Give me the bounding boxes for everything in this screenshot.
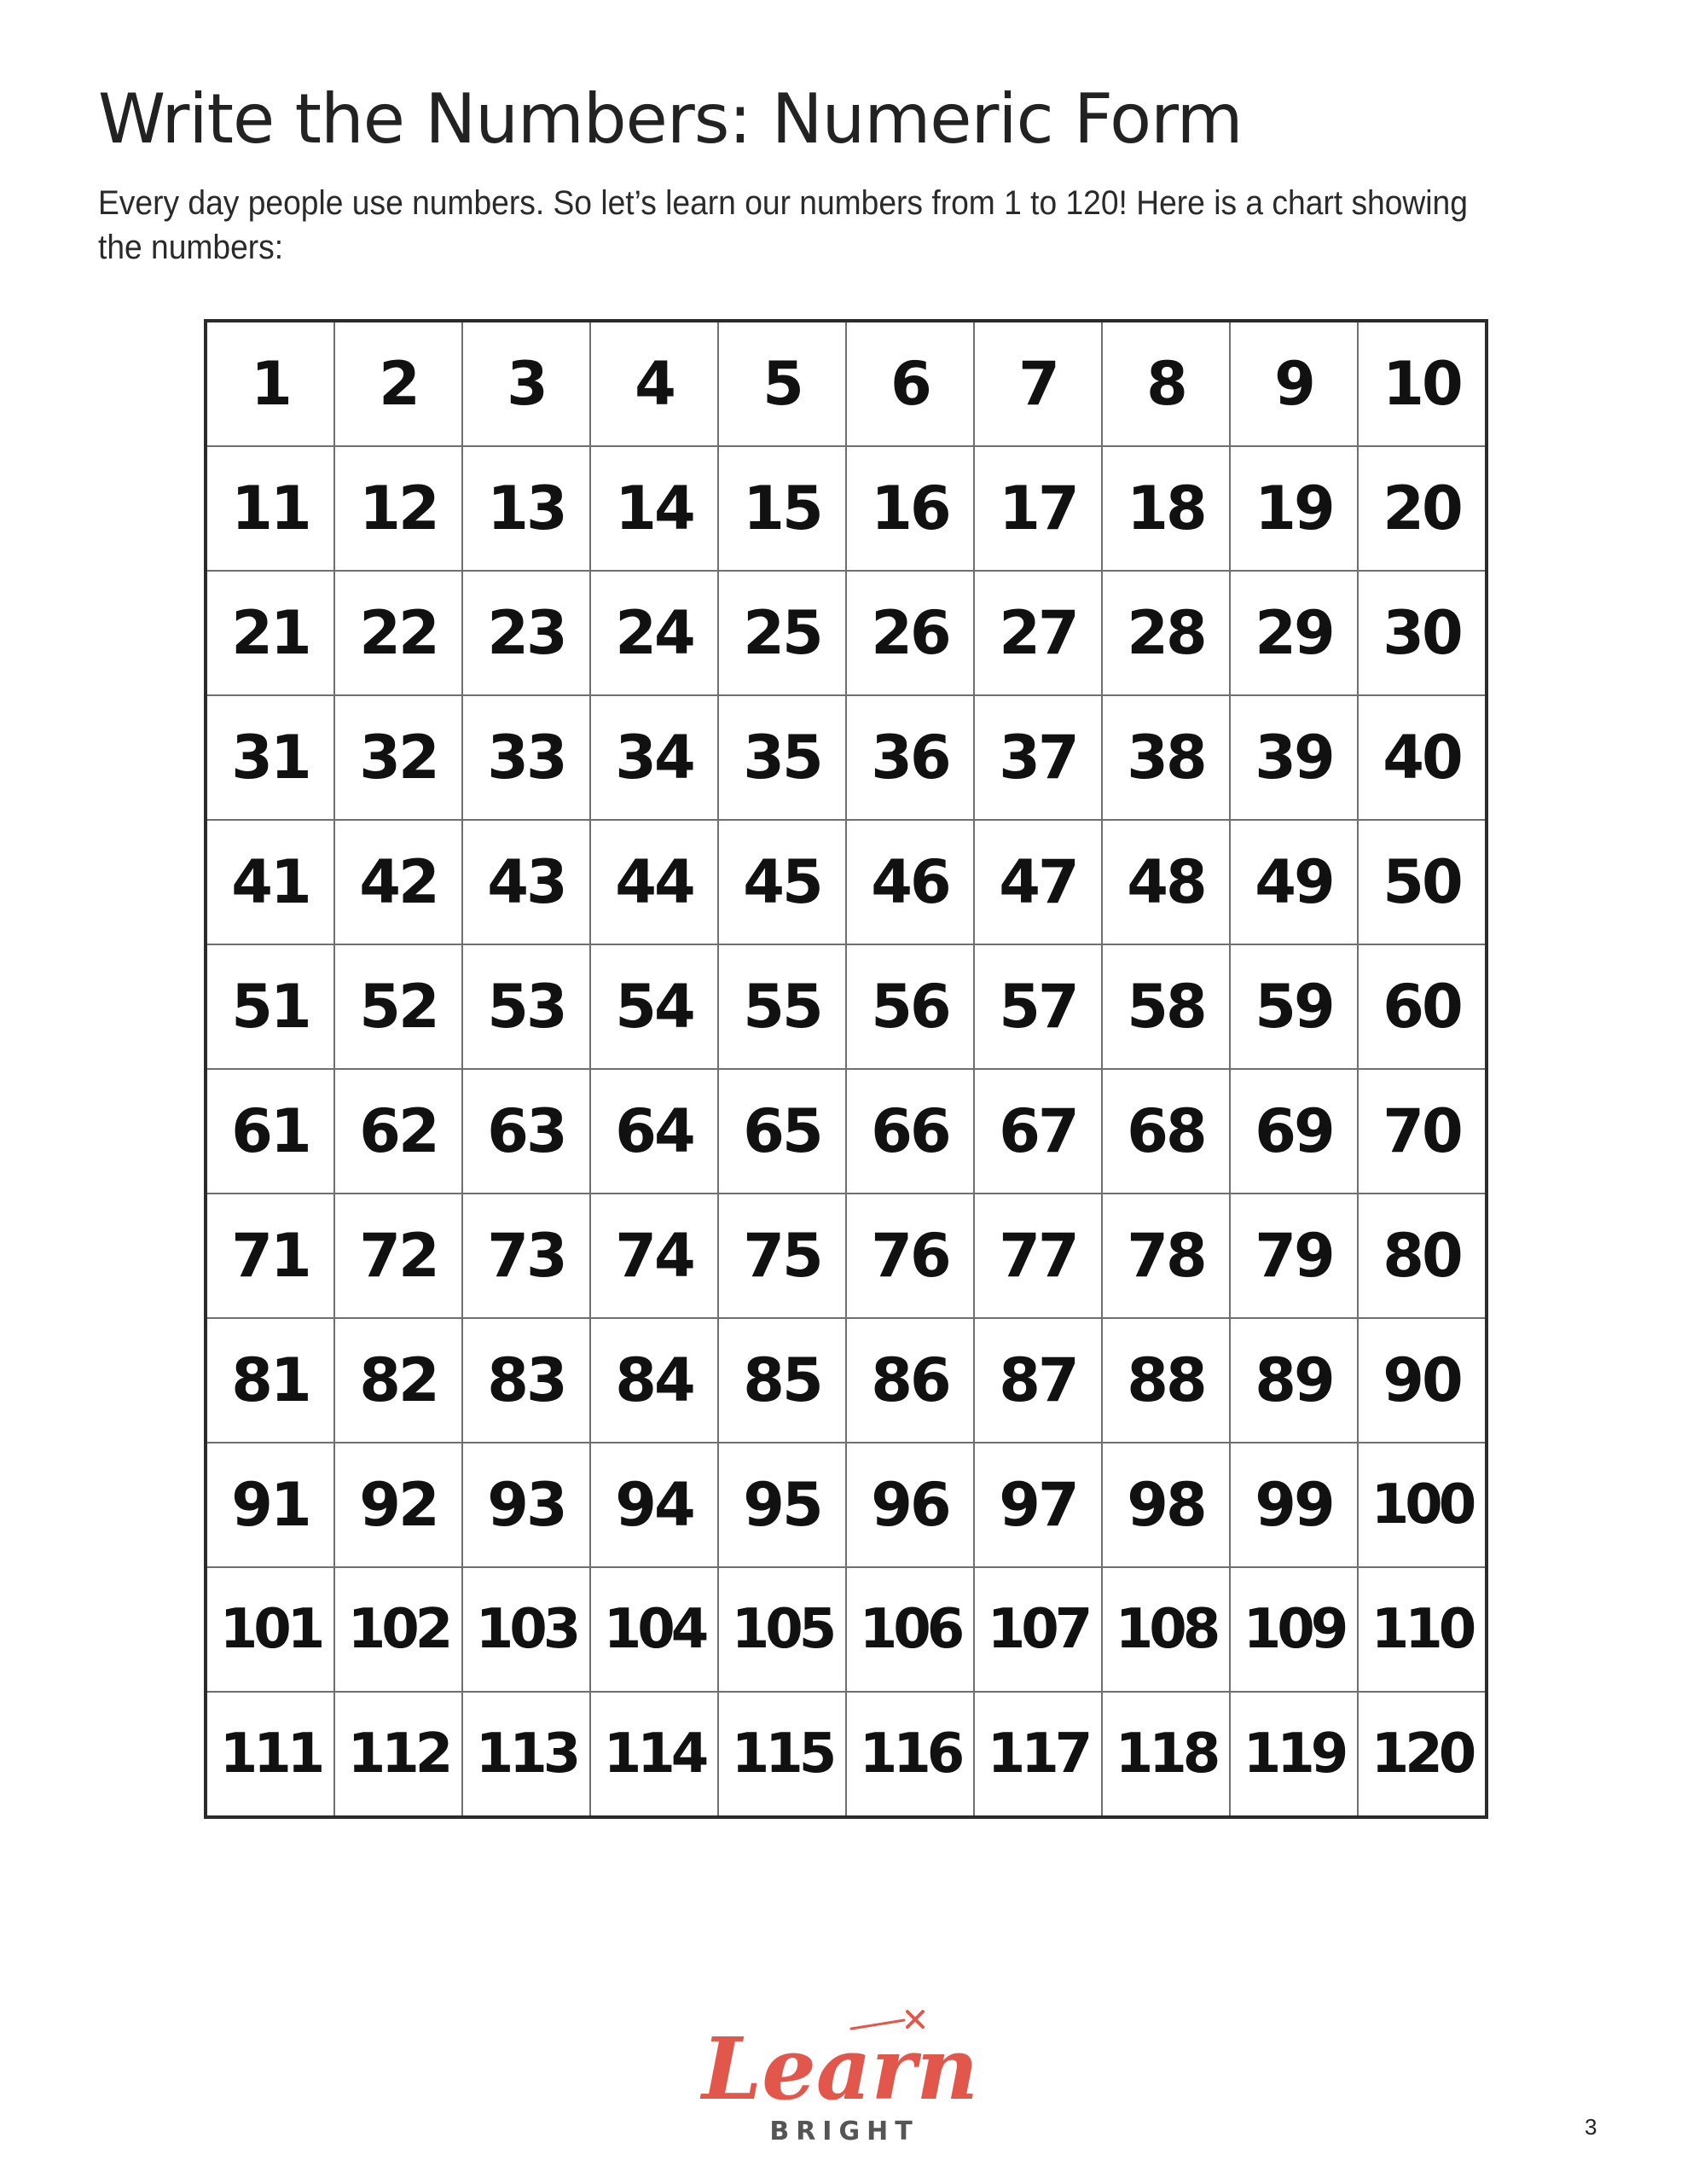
number-cell: 85 bbox=[718, 1318, 846, 1443]
number-cell: 94 bbox=[590, 1443, 718, 1567]
number-cell: 102 bbox=[334, 1567, 462, 1692]
number-cell: 60 bbox=[1358, 944, 1487, 1069]
number-cell: 115 bbox=[718, 1692, 846, 1817]
number-cell: 35 bbox=[718, 695, 846, 820]
number-cell: 26 bbox=[846, 571, 974, 695]
number-cell: 22 bbox=[334, 571, 462, 695]
number-cell: 80 bbox=[1358, 1194, 1487, 1318]
number-cell: 15 bbox=[718, 446, 846, 571]
chart-row bbox=[206, 1692, 1487, 1817]
number-cell: 52 bbox=[334, 944, 462, 1069]
number-cell: 88 bbox=[1102, 1318, 1230, 1443]
number-cell: 27 bbox=[974, 571, 1102, 695]
number-cell: 99 bbox=[1230, 1443, 1358, 1567]
number-cell: 58 bbox=[1102, 944, 1230, 1069]
number-cell: 111 bbox=[206, 1692, 334, 1817]
number-cell: 86 bbox=[846, 1318, 974, 1443]
number-cell: 91 bbox=[206, 1443, 334, 1567]
number-cell: 41 bbox=[206, 820, 334, 944]
number-cell: 31 bbox=[206, 695, 334, 820]
number-cell: 66 bbox=[846, 1069, 974, 1194]
number-cell: 98 bbox=[1102, 1443, 1230, 1567]
number-cell: 45 bbox=[718, 820, 846, 944]
chart-row bbox=[206, 1567, 1487, 1692]
number-cell: 32 bbox=[334, 695, 462, 820]
number-cell: 116 bbox=[846, 1692, 974, 1817]
learn-bright-logo bbox=[699, 2003, 981, 2148]
number-cell: 105 bbox=[718, 1567, 846, 1692]
number-cell: 104 bbox=[590, 1567, 718, 1692]
number-cell: 13 bbox=[462, 446, 590, 571]
intro-paragraph: Every day people use numbers. So let’s learn our numbers from 1 to 120! Here is a chart showing the numbers: bbox=[98, 184, 1468, 266]
number-cell: 8 bbox=[1102, 321, 1230, 446]
number-chart-body bbox=[206, 321, 1487, 1817]
number-cell: 103 bbox=[462, 1567, 590, 1692]
number-cell: 113 bbox=[462, 1692, 590, 1817]
number-cell: 63 bbox=[462, 1069, 590, 1194]
number-cell: 108 bbox=[1102, 1567, 1230, 1692]
number-cell: 42 bbox=[334, 820, 462, 944]
number-cell: 57 bbox=[974, 944, 1102, 1069]
number-cell: 59 bbox=[1230, 944, 1358, 1069]
number-cell: 62 bbox=[334, 1069, 462, 1194]
number-cell: 25 bbox=[718, 571, 846, 695]
number-cell: 36 bbox=[846, 695, 974, 820]
number-cell: 53 bbox=[462, 944, 590, 1069]
number-cell: 21 bbox=[206, 571, 334, 695]
chart-row bbox=[206, 695, 1487, 820]
number-cell: 7 bbox=[974, 321, 1102, 446]
number-cell: 39 bbox=[1230, 695, 1358, 820]
number-cell: 117 bbox=[974, 1692, 1102, 1817]
number-cell: 84 bbox=[590, 1318, 718, 1443]
number-cell: 1 bbox=[206, 321, 334, 446]
number-cell: 71 bbox=[206, 1194, 334, 1318]
number-cell: 12 bbox=[334, 446, 462, 571]
number-cell: 38 bbox=[1102, 695, 1230, 820]
number-cell: 23 bbox=[462, 571, 590, 695]
number-cell: 93 bbox=[462, 1443, 590, 1567]
number-cell: 112 bbox=[334, 1692, 462, 1817]
number-cell: 68 bbox=[1102, 1069, 1230, 1194]
number-cell: 28 bbox=[1102, 571, 1230, 695]
number-cell: 65 bbox=[718, 1069, 846, 1194]
number-cell: 43 bbox=[462, 820, 590, 944]
number-cell: 109 bbox=[1230, 1567, 1358, 1692]
number-cell: 76 bbox=[846, 1194, 974, 1318]
number-cell: 10 bbox=[1358, 321, 1487, 446]
number-cell: 83 bbox=[462, 1318, 590, 1443]
number-cell: 119 bbox=[1230, 1692, 1358, 1817]
chart-row bbox=[206, 1318, 1487, 1443]
chart-row bbox=[206, 446, 1487, 571]
number-cell: 17 bbox=[974, 446, 1102, 571]
number-cell: 110 bbox=[1358, 1567, 1487, 1692]
number-cell: 67 bbox=[974, 1069, 1102, 1194]
number-cell: 3 bbox=[462, 321, 590, 446]
logo-subword: BRIGHT bbox=[769, 2117, 919, 2146]
chart-row bbox=[206, 571, 1487, 695]
number-cell: 90 bbox=[1358, 1318, 1487, 1443]
number-cell: 92 bbox=[334, 1443, 462, 1567]
number-cell: 11 bbox=[206, 446, 334, 571]
number-cell: 55 bbox=[718, 944, 846, 1069]
number-cell: 16 bbox=[846, 446, 974, 571]
number-cell: 30 bbox=[1358, 571, 1487, 695]
number-cell: 82 bbox=[334, 1318, 462, 1443]
chart-row bbox=[206, 321, 1487, 446]
number-cell: 61 bbox=[206, 1069, 334, 1194]
number-cell: 24 bbox=[590, 571, 718, 695]
page-title: Write the Numbers: Numeric Form bbox=[98, 79, 1243, 159]
number-cell: 114 bbox=[590, 1692, 718, 1817]
number-cell: 72 bbox=[334, 1194, 462, 1318]
number-cell: 69 bbox=[1230, 1069, 1358, 1194]
logo-wordmark: Learn bbox=[701, 2018, 979, 2119]
number-cell: 29 bbox=[1230, 571, 1358, 695]
number-cell: 14 bbox=[590, 446, 718, 571]
number-cell: 50 bbox=[1358, 820, 1487, 944]
number-cell: 18 bbox=[1102, 446, 1230, 571]
number-cell: 89 bbox=[1230, 1318, 1358, 1443]
number-cell: 96 bbox=[846, 1443, 974, 1567]
chart-row bbox=[206, 944, 1487, 1069]
number-cell: 79 bbox=[1230, 1194, 1358, 1318]
number-cell: 6 bbox=[846, 321, 974, 446]
number-cell: 95 bbox=[718, 1443, 846, 1567]
number-cell: 106 bbox=[846, 1567, 974, 1692]
number-cell: 49 bbox=[1230, 820, 1358, 944]
number-cell: 46 bbox=[846, 820, 974, 944]
number-cell: 75 bbox=[718, 1194, 846, 1318]
number-cell: 37 bbox=[974, 695, 1102, 820]
number-cell: 87 bbox=[974, 1318, 1102, 1443]
chart-row bbox=[206, 1194, 1487, 1318]
number-cell: 97 bbox=[974, 1443, 1102, 1567]
number-cell: 73 bbox=[462, 1194, 590, 1318]
chart-row bbox=[206, 1443, 1487, 1567]
chart-row bbox=[206, 820, 1487, 944]
number-cell: 118 bbox=[1102, 1692, 1230, 1817]
number-cell: 120 bbox=[1358, 1692, 1487, 1817]
number-cell: 44 bbox=[590, 820, 718, 944]
page-number: 3 bbox=[1585, 2114, 1597, 2140]
number-cell: 56 bbox=[846, 944, 974, 1069]
number-cell: 5 bbox=[718, 321, 846, 446]
number-cell: 107 bbox=[974, 1567, 1102, 1692]
number-cell: 74 bbox=[590, 1194, 718, 1318]
number-cell: 77 bbox=[974, 1194, 1102, 1318]
number-cell: 101 bbox=[206, 1567, 334, 1692]
number-cell: 47 bbox=[974, 820, 1102, 944]
number-cell: 51 bbox=[206, 944, 334, 1069]
number-cell: 19 bbox=[1230, 446, 1358, 571]
number-cell: 4 bbox=[590, 321, 718, 446]
number-cell: 54 bbox=[590, 944, 718, 1069]
number-cell: 34 bbox=[590, 695, 718, 820]
number-cell: 9 bbox=[1230, 321, 1358, 446]
number-cell: 81 bbox=[206, 1318, 334, 1443]
number-cell: 20 bbox=[1358, 446, 1487, 571]
number-cell: 100 bbox=[1358, 1443, 1487, 1567]
number-cell: 40 bbox=[1358, 695, 1487, 820]
number-cell: 48 bbox=[1102, 820, 1230, 944]
chart-row bbox=[206, 1069, 1487, 1194]
number-cell: 78 bbox=[1102, 1194, 1230, 1318]
number-cell: 70 bbox=[1358, 1069, 1487, 1194]
number-cell: 33 bbox=[462, 695, 590, 820]
number-cell: 64 bbox=[590, 1069, 718, 1194]
number-chart bbox=[204, 319, 1488, 1819]
number-cell: 2 bbox=[334, 321, 462, 446]
